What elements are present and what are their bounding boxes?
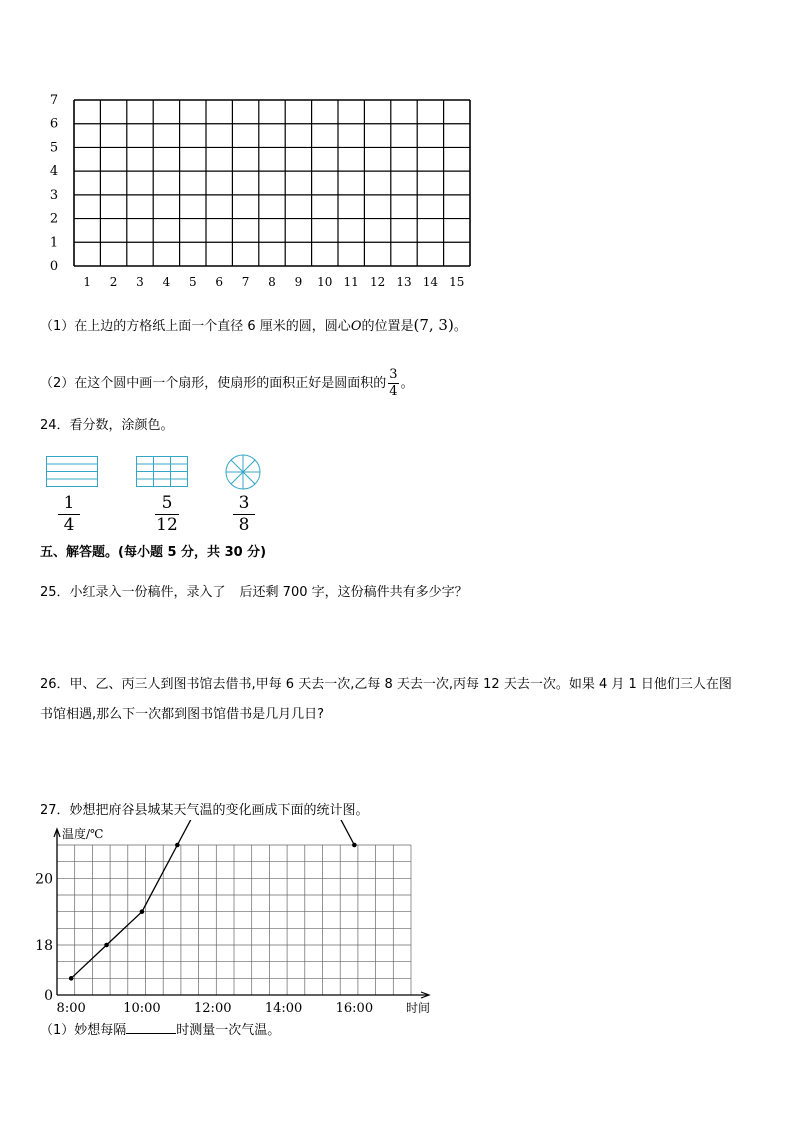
q23-part1: （1）在上边的方格纸上面一个直径 6 厘米的圆，圆心O的位置是(7, 3)。 <box>40 316 467 334</box>
answer-blank[interactable] <box>126 1020 176 1034</box>
grid-x-label: 2 <box>109 275 118 289</box>
grid-x-label: 7 <box>241 275 250 289</box>
grid-y-labels <box>50 93 58 274</box>
x-axis-title: 时间 <box>406 1001 431 1015</box>
x-tick-label: 16:00 <box>335 1001 374 1015</box>
grid-y-label: 5 <box>49 140 59 156</box>
data-point <box>352 843 357 848</box>
rect-quarters <box>46 456 98 488</box>
grid-y-label: 3 <box>49 187 59 203</box>
y-axis-title: 温度/℃ <box>62 827 104 841</box>
grid-x-label: 9 <box>294 275 303 289</box>
grid-x-label: 8 <box>268 275 276 289</box>
data-point <box>104 943 109 948</box>
x-tick-label: 8:00 <box>56 1001 86 1015</box>
grid-x-labels <box>83 275 464 289</box>
grid-x-label: 15 <box>449 275 465 289</box>
center-o-var: O <box>350 319 362 334</box>
temperature-chart <box>30 820 450 1015</box>
chart-grid <box>57 845 411 995</box>
grid-y-label: 1 <box>49 235 59 251</box>
x-tick-label: 14:00 <box>264 1001 303 1015</box>
x-tick-label: 10:00 <box>123 1001 161 1015</box>
grid-x-label: 10 <box>317 275 333 289</box>
grid-x-label: 3 <box>136 275 144 289</box>
rect-twelfths <box>136 456 188 488</box>
grid-x-label: 4 <box>162 275 171 289</box>
q26-line2: 书馆相遇,那么下一次都到图书馆借书是几月几日? <box>40 707 325 722</box>
center-coord: (7, 3) <box>413 316 454 334</box>
grid-x-label: 11 <box>343 275 359 289</box>
q23-part2: （2）在这个圆中画一个扇形，使扇形的面积正好是圆面积的 $\frac{3}{4}$ 。 <box>40 367 414 399</box>
fraction-1-4: 1 4 <box>58 494 80 535</box>
grid-x-label: 1 <box>83 275 92 289</box>
q27-title: 27．妙想把府谷县城某天气温的变化画成下面的统计图。 <box>40 803 369 818</box>
grid-x-label: 12 <box>369 275 386 289</box>
fraction-5-12: 5 12 <box>156 493 178 535</box>
data-point <box>175 843 180 848</box>
grid-lines <box>74 100 470 266</box>
grid-y-label: 6 <box>49 116 59 132</box>
grid-x-label: 6 <box>215 275 224 289</box>
y-tick-label: 0 <box>44 988 53 1004</box>
grid-y-label: 2 <box>49 211 59 227</box>
fraction-3-8: 3 8 <box>233 494 255 535</box>
grid-y-label: 0 <box>49 259 59 274</box>
grid-y-label: 4 <box>49 164 59 180</box>
three-quarters-fraction: $\frac{3}{4}$ <box>389 367 398 399</box>
temperature-line <box>71 820 354 978</box>
y-tick-label: 18 <box>35 938 53 954</box>
data-point <box>140 909 145 914</box>
y-tick-label: 20 <box>35 871 53 888</box>
data-point <box>69 976 74 981</box>
x-tick-label: 12:00 <box>194 1001 232 1015</box>
grid-x-label: 13 <box>396 275 412 289</box>
section-5-title: 五、解答题。(每小题 5 分，共 30 分) <box>40 545 267 560</box>
q26-line1: 26．甲、乙、丙三人到图书馆去借书,甲每 6 天去一次,乙每 8 天去一次,丙每 12 天去一次。如果 4 月 1 日他们三人在图 <box>40 677 732 692</box>
y-tick-label <box>35 820 53 821</box>
coordinate-grid <box>40 88 480 293</box>
q25-text: 25．小红录入一份稿件，录入了 后还剩 700 字，这份稿件共有多少字？ <box>40 585 468 600</box>
chart-labels <box>35 820 430 1015</box>
q24-title: 24．看分数，涂颜色。 <box>40 418 174 433</box>
grid-y-label: 7 <box>49 93 59 108</box>
grid-x-label: 5 <box>188 275 197 289</box>
chart-series <box>69 820 357 981</box>
grid-x-label: 14 <box>422 275 439 289</box>
circle-eighths <box>224 453 262 491</box>
q27-part1: （1）妙想每隔 时测量一次气温。 <box>40 1020 280 1040</box>
